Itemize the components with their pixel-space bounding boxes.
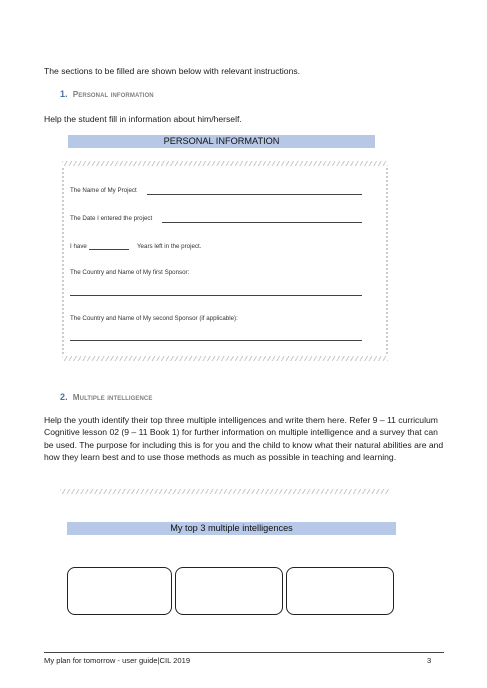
date-entered-label: The Date I entered the project <box>70 215 153 222</box>
form-title-banner: PERSONAL INFORMATION <box>68 135 375 148</box>
section1-instruction: Help the student fill in information about him/herself. <box>44 114 242 124</box>
personal-info-form <box>60 130 390 368</box>
date-entered-line[interactable] <box>162 222 362 223</box>
form-left-border <box>62 168 66 354</box>
years-left-line[interactable] <box>89 249 129 250</box>
footer-divider <box>44 652 444 653</box>
years-left-label: Years left in the project. <box>137 243 202 250</box>
section2-instruction: Help the youth identify their top three multiple intelligences and write them here. Refer 9 – 11 curriculum Cognitive lesson 02 (9 – 11 Book 1) for further information on multiple intelligence and a survey that can be used. The purpose for including this is for you and the child to know what their natural abilities are and how they learn best and to use those methods as much as possible in teaching and learning. <box>44 415 444 463</box>
page-number: 3 <box>427 656 432 665</box>
section-title: Personal information <box>72 90 154 99</box>
form-right-border <box>386 168 390 354</box>
footer-text: My plan for tomorrow - user guide|CIL 2019 <box>44 656 191 665</box>
section-number: 1. <box>60 89 68 99</box>
section-heading-personal <box>60 89 154 99</box>
first-sponsor-label: The Country and Name of My first Sponsor: <box>70 269 190 276</box>
second-sponsor-line[interactable] <box>70 340 362 341</box>
first-sponsor-line[interactable] <box>70 295 362 296</box>
have-label: I have <box>70 243 87 250</box>
second-sponsor-label: The Country and Name of My second Sponsor (if applicable): <box>70 315 238 322</box>
intelligence-box-3[interactable] <box>286 567 394 615</box>
intro-text: The sections to be filled are shown below with relevant instructions. <box>44 66 301 76</box>
project-name-label: The Name of My Project <box>70 187 137 194</box>
section-heading-multiple-intelligence <box>60 392 152 402</box>
intelligence-box-1[interactable] <box>67 567 172 615</box>
form-bottom-border <box>62 356 388 361</box>
form-top-border <box>62 161 388 166</box>
mi-banner: My top 3 multiple intelligences <box>67 522 396 535</box>
section-number: 2. <box>60 392 68 402</box>
intelligence-box-2[interactable] <box>175 567 283 615</box>
section-title: Multiple intelligence <box>72 393 153 402</box>
mi-top-border <box>60 489 390 494</box>
project-name-line[interactable] <box>147 194 362 195</box>
